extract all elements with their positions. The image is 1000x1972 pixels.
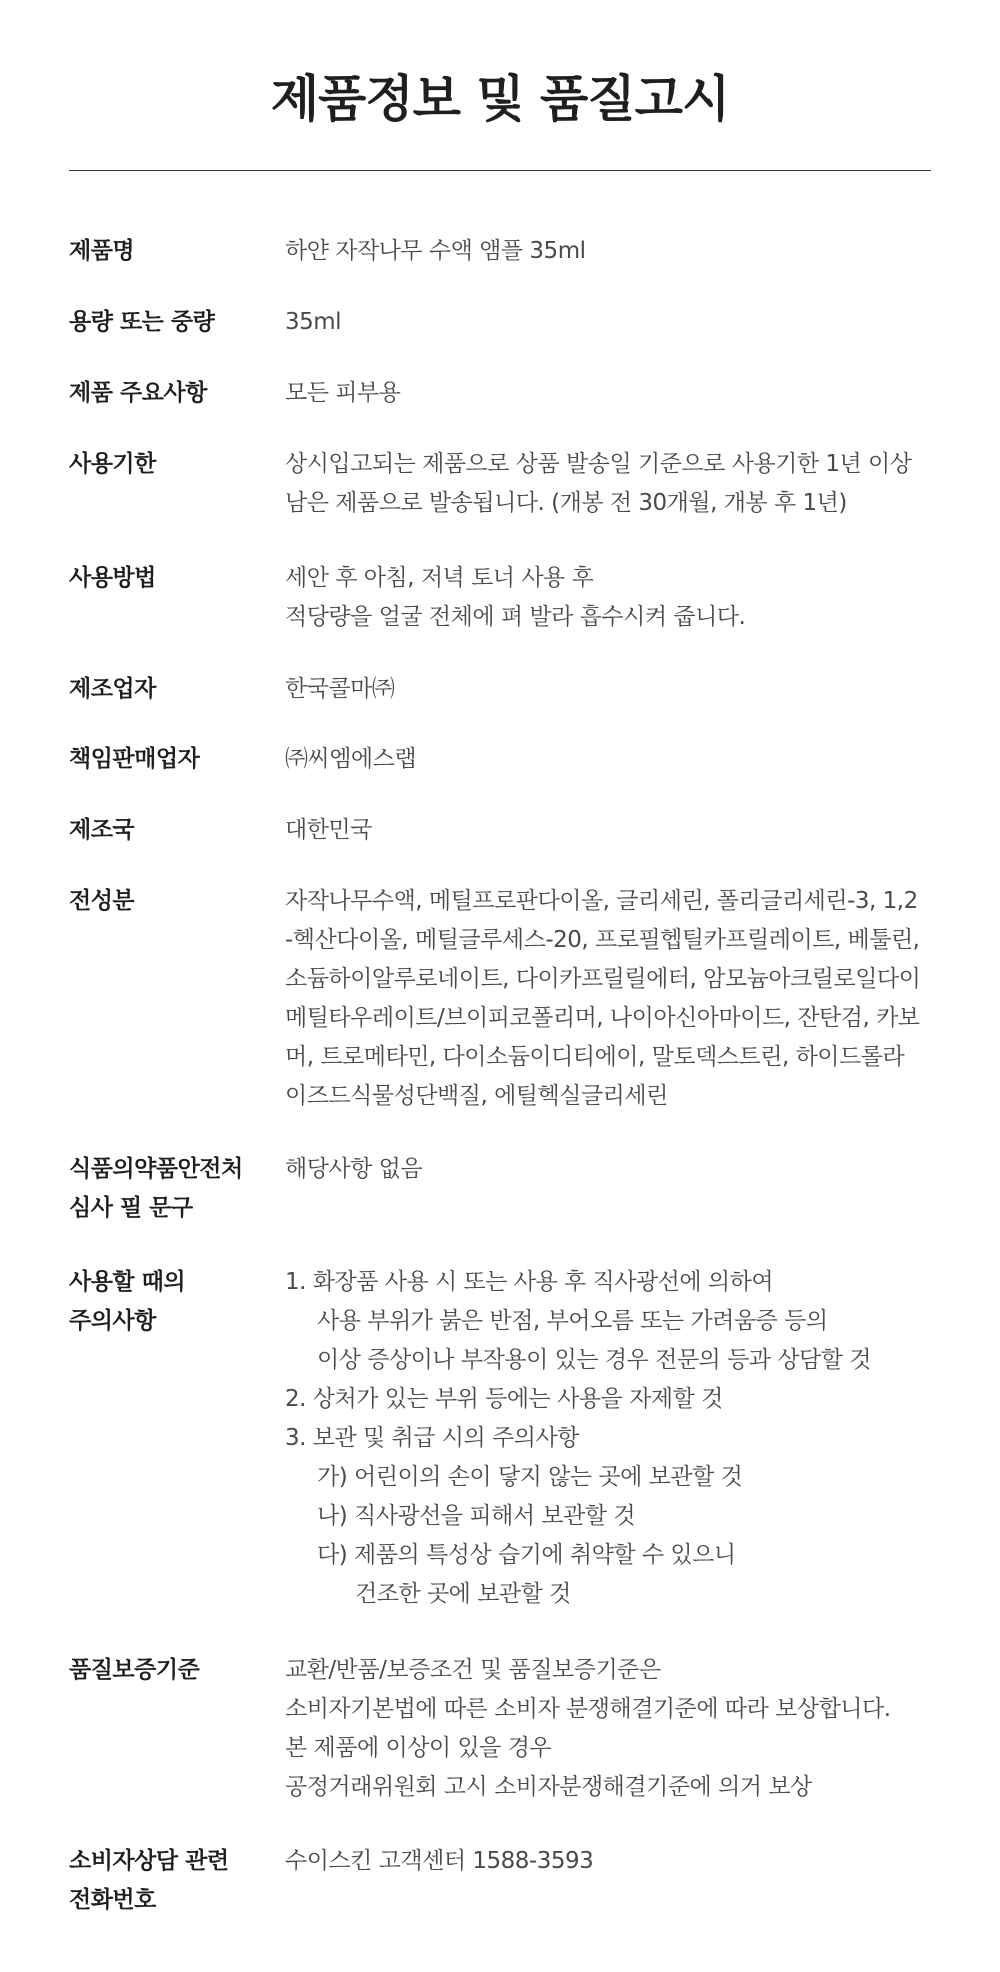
row-value: 자작나무수액, 메틸프로판다이올, 글리세린, 폴리글리세린-3, 1,2 -헥산다이올, 메틸글루세스-20, 프로필헵틸카프릴레이트, 베툴린, 소듐하이알루로네이트, 다이카프릴릴에터, 암모늄아크릴로일다이 메틸타우레이트/브이피코폴리머, 나이아신아마이드, 잔탄검, 카보 머, 트로메타민, 다이소듐이디티에이, 말토덱스트린, 하이드롤라 이즈드식물성단백질, 에틸헥실글리세린	[285, 888, 921, 1109]
row-value: 대한민국	[285, 817, 372, 843]
row-label: 식품의약품안전처 심사 필 문구	[69, 1156, 243, 1221]
row-label: 사용할 때의 주의사항	[69, 1269, 186, 1334]
row-value: 세안 후 아침, 저녁 토너 사용 후 적당량을 얼굴 전체에 펴 발라 흡수시켜 줍니다.	[285, 565, 746, 630]
row-label: 제조업자	[69, 676, 156, 702]
row-value: 한국콜마㈜	[285, 676, 395, 702]
row-label: 제조국	[69, 817, 135, 843]
row-label: 용량 또는 중량	[69, 309, 215, 335]
phone-number: 수이스킨 고객센터 1588-3593	[285, 1848, 594, 1874]
row-value: 하얀 자작나무 수액 앰플 35ml	[285, 238, 586, 264]
row-value: 교환/반품/보증조건 및 품질보증기준은 소비자기본법에 따른 소비자 분쟁해결기준에 따라 보상합니다. 본 제품에 이상이 있을 경우 공정거래위원회 고시 소비자분쟁해결기준에 의거 보상	[285, 1657, 891, 1800]
row-value: 모든 피부용	[285, 380, 401, 406]
row-label: 전성분	[69, 888, 135, 914]
row-label: 제품명	[69, 238, 135, 264]
row-label: 사용방법	[69, 565, 156, 591]
row-value: 상시입고되는 제품으로 상품 발송일 기준으로 사용기한 1년 이상 남은 제품으로 발송됩니다. (개봉 전 30개월, 개봉 후 1년)	[285, 451, 912, 516]
row-label: 제품 주요사항	[69, 380, 207, 406]
row-label: 책임판매업자	[69, 746, 200, 772]
row-value: ㈜씨엠에스랩	[285, 746, 417, 772]
row-label: 사용기한	[69, 451, 156, 477]
page-title: 제품정보 및 품질고시	[270, 70, 730, 128]
row-value: 35ml	[285, 309, 342, 335]
row-value	[285, 1842, 931, 1881]
title-divider	[69, 170, 931, 171]
row-value: 1. 화장품 사용 시 또는 사용 후 직사광선에 의하여 사용 부위가 붉은 반점, 부어오름 또는 가려움증 등의 이상 증상이나 부작용이 있는 경우 전문의 등과 상담할 것 2. 상처가 있는 부위 등에는 사용을 자제할 것 3. 보관 및 취급 시의 주의사항 가) 어린이의 손이 닿지 않는 곳에 보관할 것 나) 직사광선을 피해서 보관할 것 다) 제품의 특성상 습기에 취약할 수 있으니 건조한 곳에 보관할 것	[285, 1269, 872, 1607]
row-label: 소비자상담 관련 전화번호	[69, 1848, 229, 1913]
row-label: 품질보증기준	[69, 1657, 200, 1683]
row-value: 해당사항 없음	[285, 1156, 423, 1182]
